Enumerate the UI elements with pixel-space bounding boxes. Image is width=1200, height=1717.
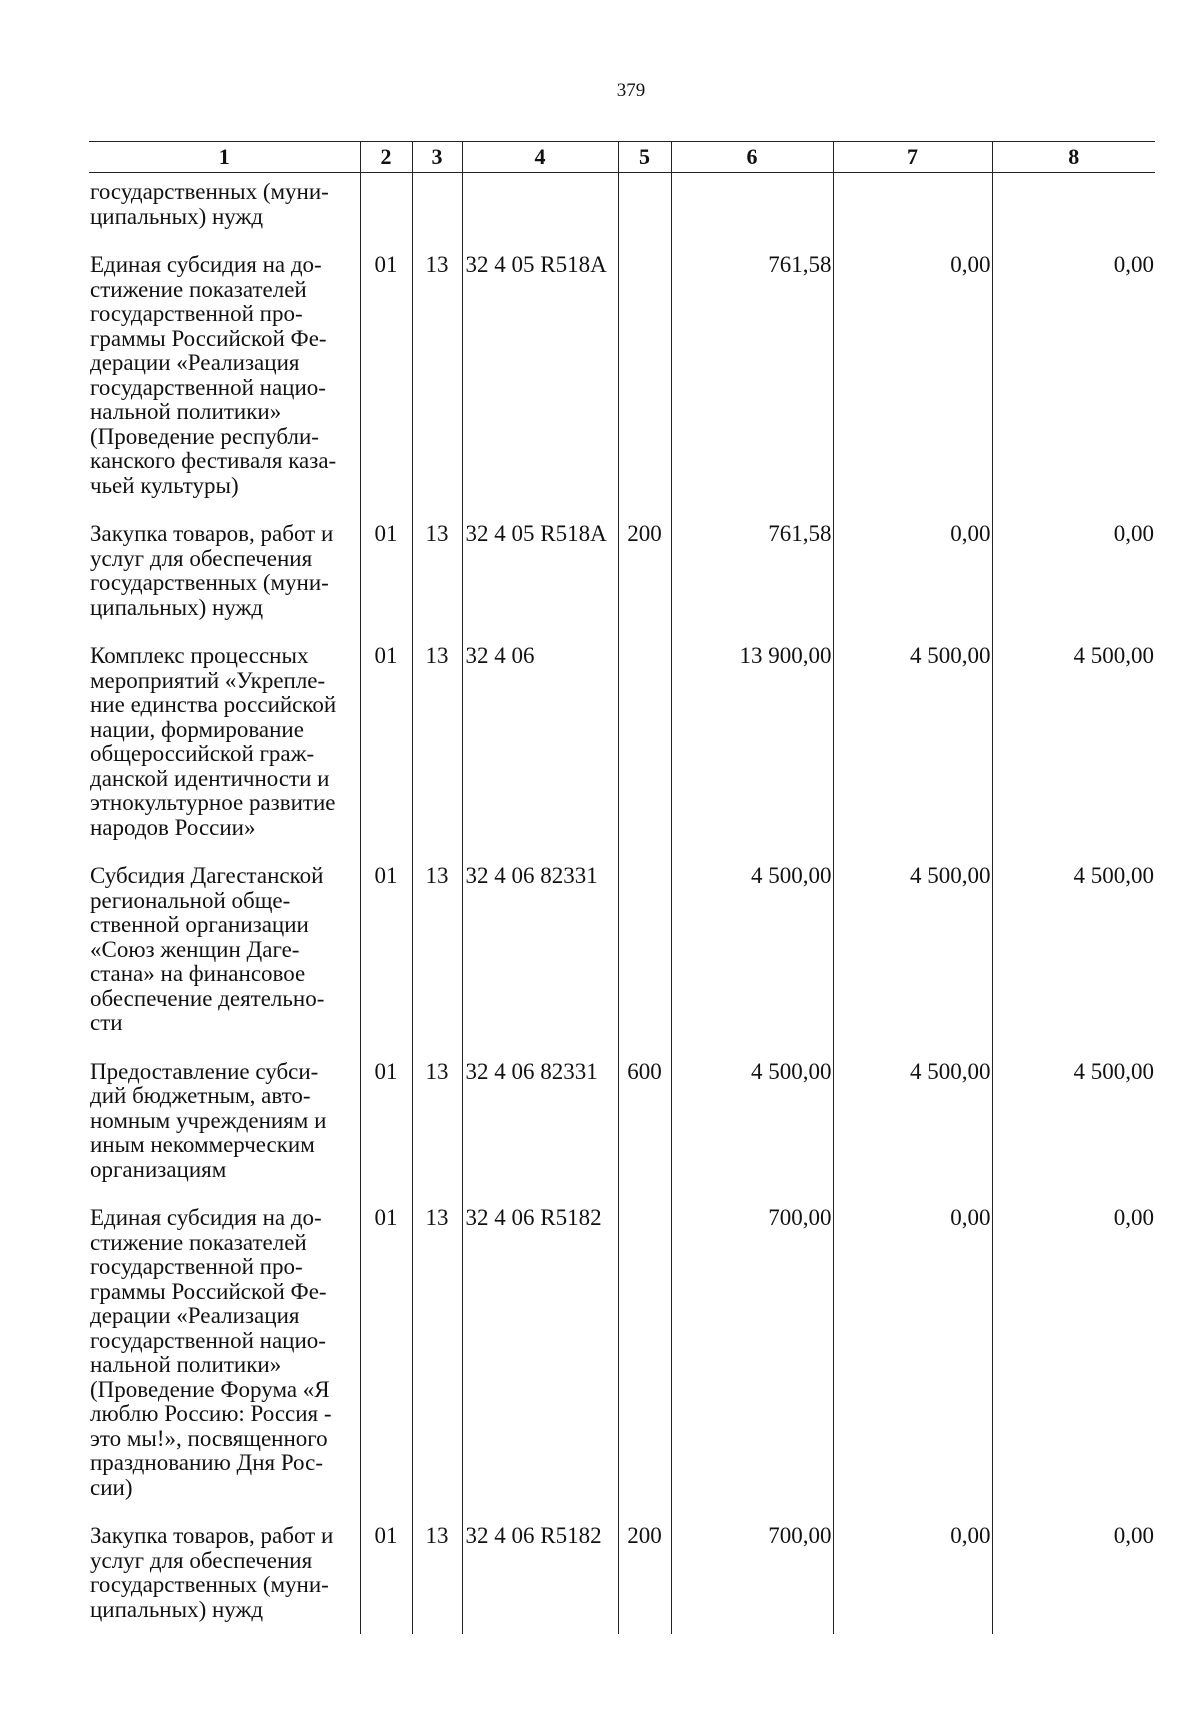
table-row bbox=[89, 1524, 1155, 1634]
description-line: номным учреждениям и bbox=[90, 1107, 327, 1133]
cell-amount-year2: 4 500,00 bbox=[833, 644, 992, 864]
description-line: «Союз женщин Даге- bbox=[90, 936, 300, 962]
cell-amount-year1: 761,58 bbox=[671, 253, 833, 522]
cell-amount-year3: 0,00 bbox=[992, 522, 1155, 644]
column-header: 2 bbox=[360, 142, 412, 173]
cell-amount-year2: 0,00 bbox=[833, 253, 992, 522]
description-line: Единая субсидия на до- bbox=[90, 1205, 322, 1230]
cell-description bbox=[89, 1524, 360, 1634]
table-header bbox=[89, 142, 1155, 173]
cell-amount-year3: 0,00 bbox=[992, 1524, 1155, 1634]
cell-expense-type bbox=[618, 644, 671, 864]
description-line: стана» на финансовое bbox=[90, 961, 306, 986]
cell-target-article: 32 4 06 82331 bbox=[462, 1060, 618, 1207]
description-line: Комплекс процессных bbox=[90, 643, 309, 668]
description-line: ственной организации bbox=[90, 912, 309, 937]
cell-description bbox=[89, 1060, 360, 1207]
cell-subsection: 13 bbox=[412, 1060, 462, 1207]
description-line: этнокультурное развитие bbox=[90, 790, 336, 815]
cell-expense-type: 200 bbox=[618, 1524, 671, 1634]
cell-description bbox=[89, 644, 360, 864]
description-line: стижение показателей bbox=[90, 1229, 307, 1255]
cell-amount-year2 bbox=[833, 173, 992, 254]
cell-description bbox=[89, 1206, 360, 1524]
description-line: Закупка товаров, работ и bbox=[90, 521, 334, 546]
description-line: сти bbox=[90, 1010, 123, 1035]
cell-section: 01 bbox=[360, 253, 412, 522]
description-line: нальной политики» bbox=[90, 1352, 282, 1377]
table-row bbox=[89, 644, 1155, 864]
description-line: государственных (муни- bbox=[90, 570, 329, 595]
cell-expense-type: 600 bbox=[618, 1060, 671, 1207]
cell-target-article: 32 4 05 R518A bbox=[462, 253, 618, 522]
description-line: (Проведение республи- bbox=[90, 423, 319, 449]
cell-target-article: 32 4 06 R5182 bbox=[462, 1524, 618, 1634]
cell-expense-type bbox=[618, 173, 671, 254]
description-line: ципальных) нужд bbox=[90, 203, 264, 229]
cell-target-article bbox=[462, 173, 618, 254]
cell-amount-year2: 0,00 bbox=[833, 522, 992, 644]
budget-table bbox=[89, 141, 1155, 1634]
cell-amount-year1: 761,58 bbox=[671, 522, 833, 644]
table-row bbox=[89, 1060, 1155, 1207]
description-line: граммы Российской Фе- bbox=[90, 325, 327, 351]
cell-description bbox=[89, 522, 360, 644]
description-line: люблю Россию: Россия - bbox=[90, 1401, 332, 1426]
description-line: иным некоммерческим bbox=[90, 1132, 315, 1157]
description-line: (Проведение Форума «Я bbox=[90, 1376, 330, 1402]
table-row bbox=[89, 522, 1155, 644]
cell-amount-year2: 4 500,00 bbox=[833, 864, 992, 1060]
cell-section bbox=[360, 173, 412, 254]
cell-amount-year3: 4 500,00 bbox=[992, 864, 1155, 1060]
description-line: это мы!», посвященного bbox=[90, 1425, 328, 1451]
description-line: услуг для обеспечения bbox=[90, 1547, 313, 1573]
header-row bbox=[89, 142, 1155, 173]
description-line: стижение показателей bbox=[90, 276, 307, 302]
cell-amount-year3: 0,00 bbox=[992, 1206, 1155, 1524]
description-line: мероприятий «Укрепле- bbox=[90, 667, 326, 693]
table-row bbox=[89, 1206, 1155, 1524]
description-line: ципальных) нужд bbox=[90, 1596, 264, 1622]
cell-target-article: 32 4 06 bbox=[462, 644, 618, 864]
description-line: Предоставление субси- bbox=[90, 1058, 319, 1084]
description-line: государственной про- bbox=[90, 1254, 303, 1279]
column-header: 6 bbox=[671, 142, 833, 173]
cell-section: 01 bbox=[360, 1524, 412, 1634]
table-row bbox=[89, 173, 1155, 254]
cell-subsection: 13 bbox=[412, 644, 462, 864]
cell-amount-year1: 700,00 bbox=[671, 1524, 833, 1634]
description-line: нальной политики» bbox=[90, 399, 282, 424]
cell-amount-year1: 700,00 bbox=[671, 1206, 833, 1524]
description-line: канского фестиваля каза- bbox=[90, 448, 337, 473]
cell-target-article: 32 4 06 R5182 bbox=[462, 1206, 618, 1524]
table-row bbox=[89, 864, 1155, 1060]
cell-amount-year1: 4 500,00 bbox=[671, 1060, 833, 1207]
description-line: обеспечение деятельно- bbox=[90, 985, 325, 1011]
cell-amount-year2: 0,00 bbox=[833, 1206, 992, 1524]
description-line: нации, формирование bbox=[90, 716, 304, 742]
description-line: ципальных) нужд bbox=[90, 594, 264, 620]
cell-amount-year3: 0,00 bbox=[992, 253, 1155, 522]
description-line: Единая субсидия на до- bbox=[90, 252, 322, 277]
description-line: народов России» bbox=[90, 814, 256, 840]
description-line: государственных (муни- bbox=[90, 1572, 329, 1597]
cell-amount-year1: 4 500,00 bbox=[671, 864, 833, 1060]
cell-expense-type bbox=[618, 864, 671, 1060]
cell-subsection: 13 bbox=[412, 1206, 462, 1524]
cell-target-article: 32 4 05 R518A bbox=[462, 522, 618, 644]
description-line: государственных (муни- bbox=[90, 179, 329, 204]
cell-subsection: 13 bbox=[412, 253, 462, 522]
page-number: 379 bbox=[616, 80, 646, 101]
description-line: общероссийской граж- bbox=[90, 741, 315, 766]
description-line: дий бюджетным, авто- bbox=[90, 1083, 311, 1108]
cell-amount-year2: 4 500,00 bbox=[833, 1060, 992, 1207]
description-line: государственной нацио- bbox=[90, 374, 326, 400]
cell-subsection: 13 bbox=[412, 522, 462, 644]
description-line: граммы Российской Фе- bbox=[90, 1278, 327, 1304]
description-line: данской идентичности и bbox=[90, 765, 330, 791]
cell-subsection: 13 bbox=[412, 864, 462, 1060]
cell-amount-year1: 13 900,00 bbox=[671, 644, 833, 864]
cell-subsection: 13 bbox=[412, 1524, 462, 1634]
description-line: Субсидия Дагестанской bbox=[90, 863, 324, 888]
cell-section: 01 bbox=[360, 1060, 412, 1207]
description-line: дерации «Реализация bbox=[90, 1303, 300, 1328]
cell-section: 01 bbox=[360, 864, 412, 1060]
description-line: чьей культуры) bbox=[90, 472, 239, 498]
column-header: 5 bbox=[618, 142, 671, 173]
cell-description bbox=[89, 864, 360, 1060]
cell-amount-year1 bbox=[671, 173, 833, 254]
column-header: 8 bbox=[992, 142, 1155, 173]
cell-amount-year3: 4 500,00 bbox=[992, 644, 1155, 864]
description-line: празднованию Дня Рос- bbox=[90, 1450, 323, 1475]
cell-expense-type bbox=[618, 1206, 671, 1524]
cell-section: 01 bbox=[360, 522, 412, 644]
column-header: 1 bbox=[89, 142, 360, 173]
cell-description bbox=[89, 253, 360, 522]
cell-target-article: 32 4 06 82331 bbox=[462, 864, 618, 1060]
description-line: организациям bbox=[90, 1156, 227, 1182]
cell-amount-year2: 0,00 bbox=[833, 1524, 992, 1634]
column-header: 4 bbox=[462, 142, 618, 173]
cell-description bbox=[89, 173, 360, 254]
table-body bbox=[89, 173, 1155, 1635]
table-row bbox=[89, 253, 1155, 522]
description-line: услуг для обеспечения bbox=[90, 545, 313, 571]
description-line: государственной про- bbox=[90, 301, 303, 326]
description-line: государственной нацио- bbox=[90, 1327, 326, 1353]
column-header: 7 bbox=[833, 142, 992, 173]
description-line: ние единства российской bbox=[90, 692, 337, 717]
description-line: Закупка товаров, работ и bbox=[90, 1523, 334, 1548]
cell-amount-year3 bbox=[992, 173, 1155, 254]
cell-subsection bbox=[412, 173, 462, 254]
cell-section: 01 bbox=[360, 644, 412, 864]
cell-expense-type bbox=[618, 253, 671, 522]
description-line: региональной обще- bbox=[90, 887, 291, 913]
cell-section: 01 bbox=[360, 1206, 412, 1524]
column-header: 3 bbox=[412, 142, 462, 173]
cell-amount-year3: 4 500,00 bbox=[992, 1060, 1155, 1207]
description-line: сии) bbox=[90, 1474, 133, 1500]
description-line: дерации «Реализация bbox=[90, 350, 300, 375]
cell-expense-type: 200 bbox=[618, 522, 671, 644]
